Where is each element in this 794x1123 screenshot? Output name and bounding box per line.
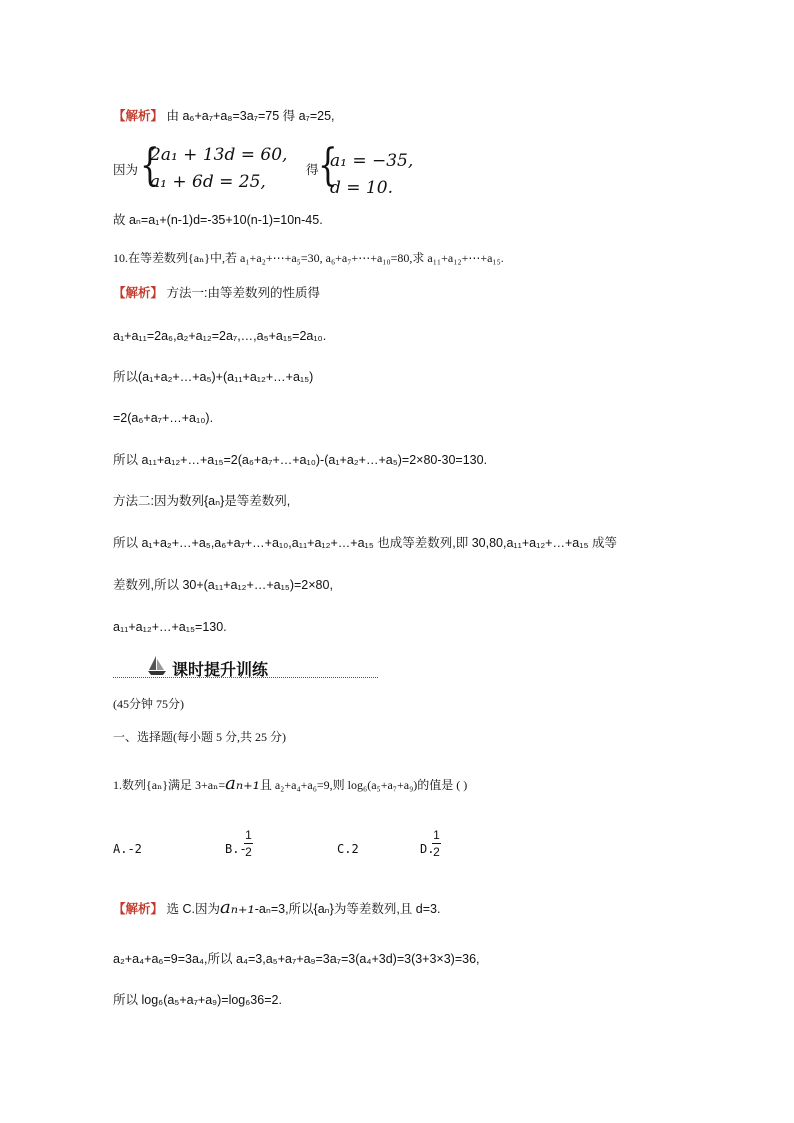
sailboat-icon (147, 655, 167, 677)
solution-q1-line2: a₂+a₄+a₆=9=3a₄,所以 a₄=3,a₅+a₇+a₉=3a₇=3(a₄+3d)=3(3+3×3)=36, (113, 952, 480, 966)
part-one-heading: 一、选择题(每小题 5 分,共 25 分) (113, 730, 286, 744)
option-b-numerator: 1 (245, 828, 252, 842)
solution-10-line-f: 差数列,所以 30+(a₁₁+a₁₂+…+a₁₅)=2×80, (113, 578, 333, 592)
solution-label: 【解析】 (113, 109, 164, 123)
solution-q1-line1-b: -aₙ=3,所以{aₙ}为等差数列,且 d=3. (254, 902, 441, 916)
option-b-fraction (244, 829, 253, 858)
question-1-stem-a: 1.数列{aₙ}满足 3+aₙ= (113, 778, 226, 792)
left-brace-icon: { (318, 140, 338, 191)
solution-9-conclusion: 故 aₙ=a₁+(n-1)d=-35+10(n-1)=10n-45. (113, 213, 323, 227)
a-n-plus-1: aₙ₊₁ (219, 897, 255, 918)
system1-row2: a₁ + 6d = 25, (150, 172, 266, 192)
because-label: 因为 (113, 163, 139, 177)
system2-row2: d = 10. (330, 178, 393, 198)
option-d-numerator: 1 (433, 828, 440, 842)
system2-row1: a₁ = −35, (330, 151, 414, 171)
option-d-fraction (432, 829, 441, 858)
left-brace-icon: { (140, 140, 160, 191)
solution-10-method2: 方法二:因为数列{aₙ}是等差数列, (113, 494, 291, 508)
time-score: (45分钟 75分) (113, 697, 184, 711)
solution-10-line1 (113, 287, 320, 300)
option-b-denominator: 2 (245, 845, 252, 859)
solution-10-line-b: 所以(a₁+a₂+…+a₅)+(a₁₁+a₁₂+…+a₁₅) (113, 370, 314, 384)
solution-10-line-d: 所以 a₁₁+a₁₂+…+a₁₅=2(a₆+a₇+…+a₁₀)-(a₁+a₂+…+a₅)=2×80-30=130. (113, 453, 488, 467)
option-d-prefix: D. (420, 842, 435, 856)
a-n-plus-1: aₙ₊₁ (225, 773, 260, 794)
question-1-stem (113, 775, 467, 793)
solution-10-line-a: a₁+a₁₁=2a₆,a₂+a₁₂=2a₇,…,a₅+a₁₅=2a₁₀. (113, 329, 327, 343)
solution-10-line-g: a₁₁+a₁₂+…+a₁₅=130. (113, 620, 227, 634)
solution-label: 【解析】 (113, 286, 164, 300)
solution-label: 【解析】 (113, 902, 164, 916)
option-b-prefix: B.- (225, 842, 247, 856)
option-c[interactable]: C.2 (337, 842, 359, 856)
solution-q1-line1 (113, 899, 440, 917)
solution-9-line1 (113, 110, 335, 123)
get-label: 得 (306, 163, 319, 177)
solution-q1-line1-a: 选 C.因为 (166, 902, 220, 916)
option-a[interactable]: A.-2 (113, 842, 142, 856)
section-title: 课时提升训练 (172, 662, 269, 679)
option-d-denominator: 2 (433, 845, 440, 859)
solution-q1-line3: 所以 log₆(a₅+a₇+a₉)=log₆36=2. (113, 993, 282, 1007)
section-divider (113, 677, 378, 678)
solution-10-line-e: 所以 a₁+a₂+…+a₅,a₆+a₇+…+a₁₀,a₁₁+a₁₂+…+a₁₅ 也成等差数列,即 30,80,a₁₁+a₁₂+…+a₁₅ 成等 (113, 536, 617, 550)
system1-row1: 2a₁ + 13d = 60, (150, 145, 288, 165)
problem-10: 10.在等差数列{aₙ}中,若 a₁+a₂+⋯+a₅=30, a₆+a₇+⋯+a₁₀=80,求 a₁₁+a₁₂+⋯+a₁₅. (113, 251, 504, 265)
solution-text: 由 a₆+a₇+a₈=3a₇=75 得 a₇=25, (166, 109, 335, 123)
method1-intro: 方法一:由等差数列的性质得 (166, 286, 320, 300)
solution-10-line-c: =2(a₆+a₇+…+a₁₀). (113, 411, 214, 425)
question-1-stem-b: 且 a₂+a₄+a₆=9,则 log₆(a₅+a₇+a₉)的值是 ( ) (259, 778, 468, 792)
